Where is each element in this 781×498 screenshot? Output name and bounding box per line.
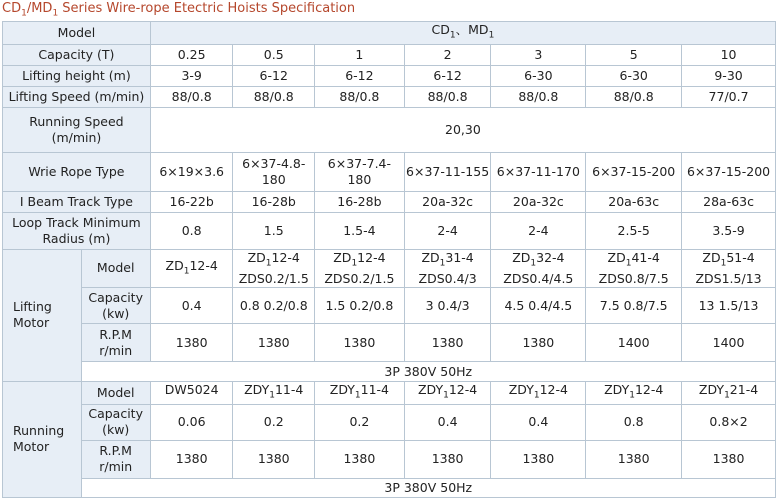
lifting-speed-value: 88/0.8 — [150, 86, 233, 107]
lifting-height-label: Lifting height (m) — [3, 65, 151, 86]
lifting-height-value: 6-12 — [233, 65, 315, 86]
running-speed-value: 20,30 — [150, 107, 775, 152]
lifting-height-value: 6-12 — [404, 65, 491, 86]
loop-track-value: 2-4 — [491, 212, 586, 249]
lifting-height-value: 9-30 — [682, 65, 776, 86]
lifting-height-row — [3, 65, 776, 86]
loop-track-value: 2-4 — [404, 212, 491, 249]
lifting-motor-capacity-value: 1.5 0.2/0.8 — [315, 288, 405, 324]
wire-rope-value: 6×37-15-200 — [586, 152, 682, 191]
running-motor-capacity-value: 0.2 — [233, 404, 315, 440]
running-motor-capacity-value: 0.8 — [586, 404, 682, 440]
header-row — [3, 22, 776, 45]
lifting-speed-value: 88/0.8 — [315, 86, 405, 107]
running-motor-model-value: DW5024 — [150, 382, 233, 405]
capacity-value: 10 — [682, 44, 776, 65]
capacity-value: 5 — [586, 44, 682, 65]
running-motor-rpm-value: 1380 — [586, 440, 682, 478]
ibeam-track-value: 28a-63c — [682, 191, 776, 212]
lifting-speed-value: 77/0.7 — [682, 86, 776, 107]
lifting-speed-value: 88/0.8 — [491, 86, 586, 107]
lifting-motor-rpm-value: 1380 — [491, 324, 586, 362]
capacity-value: 0.25 — [150, 44, 233, 65]
lifting-motor-model-row — [3, 249, 776, 288]
lifting-motor-capacity-value: 4.5 0.4/4.5 — [491, 288, 586, 324]
spec-table — [2, 21, 776, 498]
lifting-motor-model-value: $ZD_112-4$ — [150, 249, 233, 288]
wire-rope-value: 6×37-11-170 — [491, 152, 586, 191]
lifting-motor-model-label: Model — [81, 249, 150, 288]
wire-rope-value: 6×37-4.8-180 — [233, 152, 315, 191]
capacity-value: 1 — [315, 44, 405, 65]
running-motor-model-label: Model — [81, 382, 150, 405]
lifting-motor-rpm-value: 1380 — [404, 324, 491, 362]
wire-rope-label: Wrie Rope Type — [3, 152, 151, 191]
lifting-speed-value: 88/0.8 — [586, 86, 682, 107]
ibeam-track-value: 20a-32c — [404, 191, 491, 212]
ibeam-track-value: 20a-63c — [586, 191, 682, 212]
running-motor-rpm-value: 1380 — [491, 440, 586, 478]
series-header: $CD_1$、$MD_1$ — [150, 22, 775, 45]
running-motor-capacity-value: 0.06 — [150, 404, 233, 440]
running-motor-capacity-label: Capacity (kw) — [81, 404, 150, 440]
lifting-motor-capacity-label: Capacity (kw) — [81, 288, 150, 324]
lifting-motor-rpm-row — [3, 324, 776, 362]
running-motor-rpm-value: 1380 — [404, 440, 491, 478]
lifting-speed-value: 88/0.8 — [404, 86, 491, 107]
lifting-motor-power-row — [3, 362, 776, 382]
running-motor-model-value: $ZDY_111-4$ — [315, 382, 405, 405]
running-motor-capacity-value: 0.4 — [491, 404, 586, 440]
lifting-motor-power-value: 3P 380V 50Hz — [81, 362, 775, 382]
running-motor-rpm-value: 1380 — [233, 440, 315, 478]
running-motor-model-value: $ZDY_112-4$ — [586, 382, 682, 405]
lifting-motor-capacity-value: 7.5 0.8/7.5 — [586, 288, 682, 324]
lifting-motor-rpm-value: 1380 — [233, 324, 315, 362]
loop-track-row — [3, 212, 776, 249]
running-motor-model-value: $ZDY_112-4$ — [404, 382, 491, 405]
wire-rope-value: 6×19×3.6 — [150, 152, 233, 191]
lifting-speed-row — [3, 86, 776, 107]
lifting-speed-value: 88/0.8 — [233, 86, 315, 107]
capacity-value: 0.5 — [233, 44, 315, 65]
running-motor-rpm-label: R.P.M r/min — [81, 440, 150, 478]
lifting-motor-model-value: $ZD_132-4$ ZDS0.4/4.5 — [491, 249, 586, 288]
running-motor-rpm-value: 1380 — [682, 440, 776, 478]
lifting-height-value: 6-12 — [315, 65, 405, 86]
lifting-motor-rpm-value: 1400 — [586, 324, 682, 362]
running-motor-rpm-row — [3, 440, 776, 478]
loop-track-value: 1.5 — [233, 212, 315, 249]
lifting-motor-capacity-value: 0.8 0.2/0.8 — [233, 288, 315, 324]
running-motor-power-row — [3, 478, 776, 497]
running-speed-row — [3, 107, 776, 152]
wire-rope-value: 6×37-7.4-180 — [315, 152, 405, 191]
running-motor-capacity-value: 0.8×2 — [682, 404, 776, 440]
lifting-motor-model-value: $ZD_141-4$ ZDS0.8/7.5 — [586, 249, 682, 288]
ibeam-track-row — [3, 191, 776, 212]
capacity-row — [3, 44, 776, 65]
running-motor-group-label: Running Motor — [3, 382, 82, 498]
running-speed-label: Running Speed (m/min) — [3, 107, 151, 152]
lifting-height-value: 6-30 — [491, 65, 586, 86]
lifting-motor-capacity-value: 0.4 — [150, 288, 233, 324]
ibeam-track-value: 16-22b — [150, 191, 233, 212]
lifting-motor-model-value: $ZD_112-4$ ZDS0.2/1.5 — [233, 249, 315, 288]
running-motor-rpm-value: 1380 — [315, 440, 405, 478]
ibeam-track-value: 20a-32c — [491, 191, 586, 212]
lifting-motor-rpm-label: R.P.M r/min — [81, 324, 150, 362]
lifting-motor-model-value: $ZD_151-4$ ZDS1.5/13 — [682, 249, 776, 288]
lifting-motor-capacity-value: 3 0.4/3 — [404, 288, 491, 324]
capacity-value: 2 — [404, 44, 491, 65]
capacity-label: Capacity (T) — [3, 44, 151, 65]
running-motor-capacity-value: 0.4 — [404, 404, 491, 440]
wire-rope-value: 6×37-11-155 — [404, 152, 491, 191]
running-motor-capacity-value: 0.2 — [315, 404, 405, 440]
model-header: Model — [3, 22, 151, 45]
running-motor-model-value: $ZDY_112-4$ — [491, 382, 586, 405]
running-motor-model-value: $ZDY_111-4$ — [233, 382, 315, 405]
lifting-speed-label: Lifting Speed (m/min) — [3, 86, 151, 107]
lifting-height-value: 3-9 — [150, 65, 233, 86]
running-motor-model-row — [3, 382, 776, 405]
lifting-motor-rpm-value: 1380 — [315, 324, 405, 362]
lifting-motor-rpm-value: 1380 — [150, 324, 233, 362]
running-motor-rpm-value: 1380 — [150, 440, 233, 478]
lifting-motor-model-value: $ZD_131-4$ ZDS0.4/3 — [404, 249, 491, 288]
ibeam-track-value: 16-28b — [315, 191, 405, 212]
lifting-motor-capacity-row — [3, 288, 776, 324]
loop-track-label: Loop Track Minimum Radius (m) — [3, 212, 151, 249]
loop-track-value: 3.5-9 — [682, 212, 776, 249]
lifting-motor-model-value: $ZD_112-4$ ZDS0.2/1.5 — [315, 249, 405, 288]
wire-rope-value: 6×37-15-200 — [682, 152, 776, 191]
ibeam-track-label: I Beam Track Type — [3, 191, 151, 212]
loop-track-value: 2.5-5 — [586, 212, 682, 249]
lifting-height-value: 6-30 — [586, 65, 682, 86]
loop-track-value: 1.5-4 — [315, 212, 405, 249]
running-motor-power-value: 3P 380V 50Hz — [81, 478, 775, 497]
page-title: $CD_1/MD_1$ Series Wire-rope Etectric Hoists Specification — [2, 1, 356, 19]
running-motor-capacity-row — [3, 404, 776, 440]
lifting-motor-capacity-value: 13 1.5/13 — [682, 288, 776, 324]
lifting-motor-group-label: Lifting Motor — [3, 249, 82, 382]
running-motor-model-value: $ZDY_121-4$ — [682, 382, 776, 405]
loop-track-value: 0.8 — [150, 212, 233, 249]
capacity-value: 3 — [491, 44, 586, 65]
lifting-motor-rpm-value: 1400 — [682, 324, 776, 362]
wire-rope-row — [3, 152, 776, 191]
ibeam-track-value: 16-28b — [233, 191, 315, 212]
